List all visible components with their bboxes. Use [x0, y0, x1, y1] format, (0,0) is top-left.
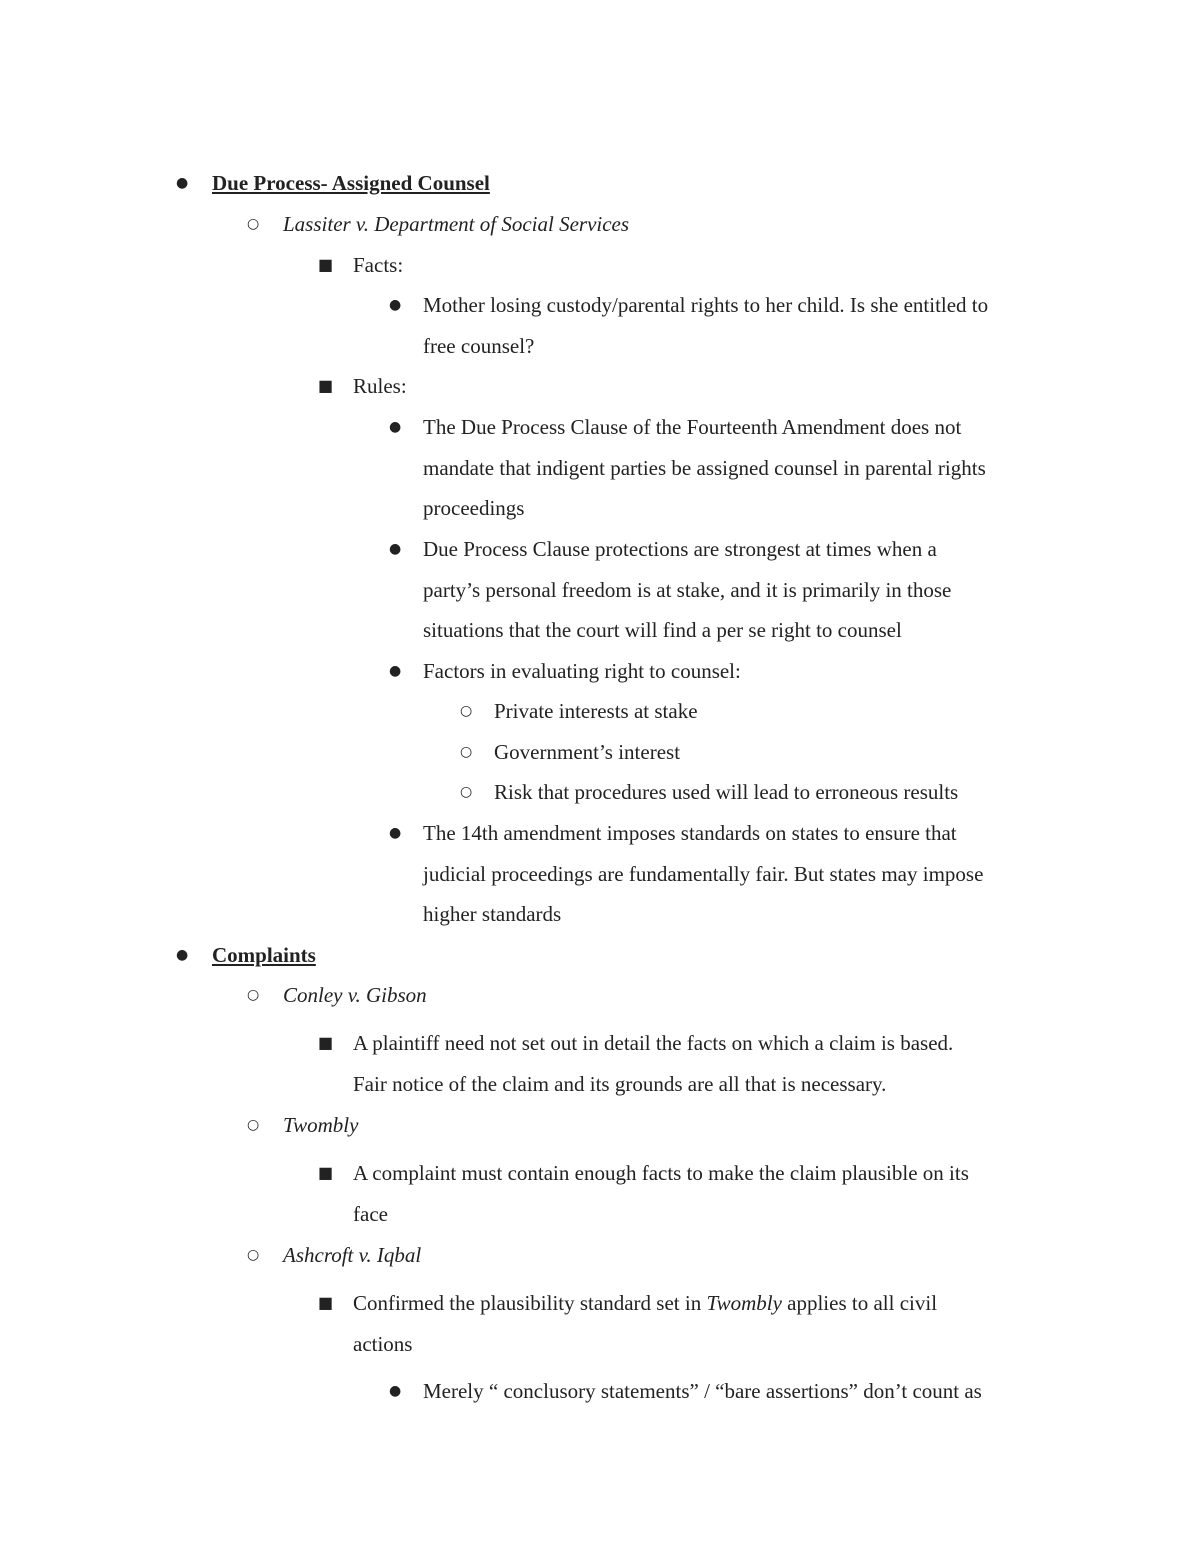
case-reference-twombly: Twombly	[706, 1291, 782, 1315]
bullet-disc-icon: ●	[389, 541, 402, 557]
bullet-square-icon: ■	[318, 255, 334, 274]
bullet-square-icon: ■	[318, 376, 334, 395]
rule-line: judicial proceedings are fundamentally fair. But states may impose	[423, 862, 984, 886]
bullet-square-icon: ■	[318, 1293, 334, 1312]
point-line: actions	[353, 1332, 413, 1356]
point-line: A plaintiff need not set out in detail the facts on which a claim is based.	[353, 1031, 954, 1055]
rule-line: higher standards	[423, 902, 562, 926]
bullet-square-icon: ■	[318, 1163, 334, 1182]
factor-item: Government’s interest	[494, 740, 681, 764]
bullet-circle-icon: ○	[247, 1247, 260, 1263]
point-line: Fair notice of the claim and its grounds are all that is necessary.	[353, 1072, 887, 1096]
bullet-disc-icon: ●	[176, 947, 189, 963]
bullet-circle-icon: ○	[460, 703, 473, 719]
bullet-circle-icon: ○	[247, 216, 260, 232]
bullet-circle-icon: ○	[247, 987, 260, 1003]
rules-label: Rules:	[353, 374, 407, 398]
rule-line: Factors in evaluating right to counsel:	[423, 659, 741, 683]
section-heading-complaints: Complaints	[212, 943, 316, 967]
factor-item: Risk that procedures used will lead to erroneous results	[494, 780, 959, 804]
bullet-circle-icon: ○	[460, 744, 473, 760]
subpoint-line: Merely “ conclusory statements” / “bare assertions” don’t count as	[423, 1379, 982, 1403]
point-text: applies to all civil	[781, 1291, 938, 1315]
bullet-disc-icon: ●	[389, 297, 402, 313]
bullet-circle-icon: ○	[247, 1117, 260, 1133]
bullet-disc-icon: ●	[389, 419, 402, 435]
bullet-circle-icon: ○	[460, 784, 473, 800]
point-line: A complaint must contain enough facts to make the claim plausible on its	[353, 1161, 969, 1185]
bullet-square-icon: ■	[318, 1033, 334, 1052]
rule-line: party’s personal freedom is at stake, and it is primarily in those	[423, 578, 952, 602]
point-line: face	[353, 1202, 388, 1226]
bullet-disc-icon: ●	[389, 1383, 402, 1399]
case-name-iqbal: Ashcroft v. Iqbal	[283, 1243, 422, 1267]
case-name-twombly: Twombly	[283, 1113, 359, 1137]
rule-line: The 14th amendment imposes standards on states to ensure that	[423, 821, 957, 845]
rule-line: proceedings	[423, 496, 525, 520]
bullet-disc-icon: ●	[389, 663, 402, 679]
rule-line: situations that the court will find a per se right to counsel	[423, 618, 902, 642]
fact-line: free counsel?	[423, 334, 535, 358]
rule-line: mandate that indigent parties be assigned counsel in parental rights	[423, 456, 986, 480]
facts-label: Facts:	[353, 253, 404, 277]
fact-line: Mother losing custody/parental rights to her child. Is she entitled to	[423, 293, 989, 317]
bullet-disc-icon: ●	[389, 825, 402, 841]
factor-item: Private interests at stake	[494, 699, 698, 723]
rule-line: Due Process Clause protections are strongest at times when a	[423, 537, 937, 561]
point-text: Confirmed the plausibility standard set in	[353, 1291, 707, 1315]
bullet-disc-icon: ●	[176, 175, 189, 191]
section-heading-due-process: Due Process- Assigned Counsel	[212, 171, 490, 195]
rule-line: The Due Process Clause of the Fourteenth Amendment does not	[423, 415, 962, 439]
point-line	[353, 1290, 937, 1316]
case-name-lassiter: Lassiter v. Department of Social Services	[283, 212, 630, 236]
case-name-conley: Conley v. Gibson	[283, 983, 427, 1007]
